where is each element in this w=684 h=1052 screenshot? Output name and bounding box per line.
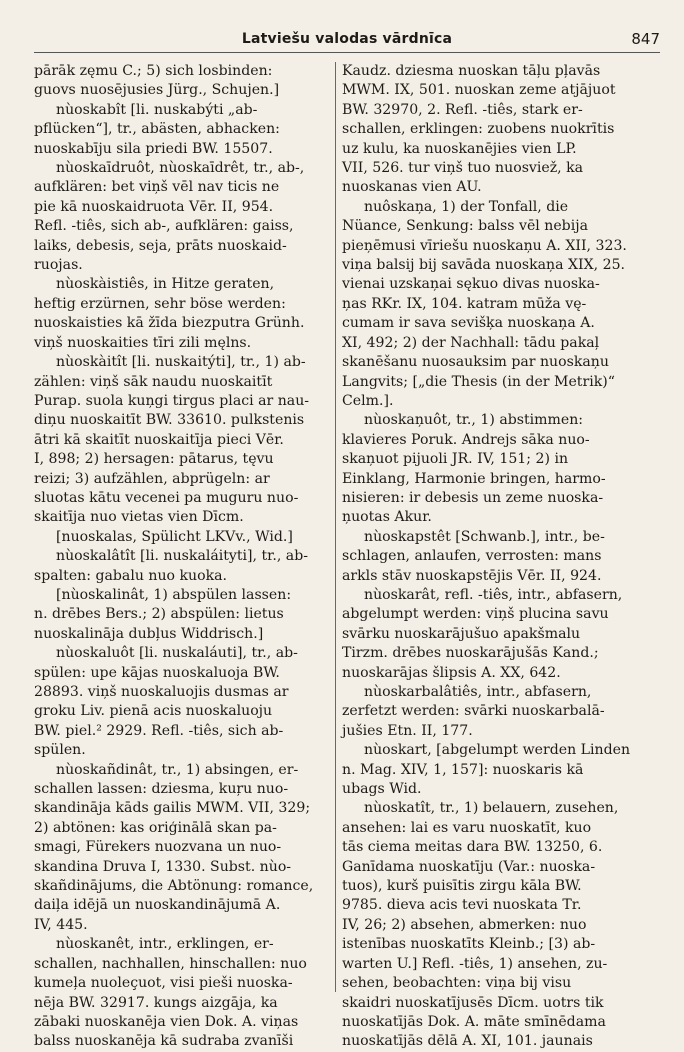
text-line: skanēšanu nuosauksim par nuoskaņu xyxy=(342,354,609,371)
text-line: n. drēbes Bers.; 2) abspülen: lietus xyxy=(34,606,284,623)
text-line: zerfetzt werden: svārki nuoskarbalā- xyxy=(342,703,605,720)
text-line: Langvits; [„die Thesis (in der Metrik)“ xyxy=(342,373,615,390)
text-line: nùoskart, [abgelumpt werden Linden xyxy=(364,742,631,759)
text-line: Refl. -tiês, sich ab-, aufklären: gaiss, xyxy=(34,218,294,235)
text-line: nùoskalâtît [li. nuskaláityti], tr., ab- xyxy=(56,548,308,565)
text-line: schallen lassen: dziesma, kuŗu nuo- xyxy=(34,781,289,798)
text-line: guovs nuosējusies Jürg., Schujen.] xyxy=(34,82,280,99)
text-line: warten U.] Refl. -tiês, 1) ansehen, zu- xyxy=(342,955,608,972)
text-line: istenības nuoskatīts Kleinb.; [3) ab- xyxy=(342,936,596,953)
text-line: Celm.]. xyxy=(342,392,394,409)
text-line: schallen, nachhallen, hinschallen: nuo xyxy=(34,955,307,972)
right-column xyxy=(342,62,644,1050)
text-line: heftig erzürnen, sehr böse werden: xyxy=(34,295,286,312)
text-line: ņuotas Akur. xyxy=(342,509,432,526)
text-line: nùoskaņuôt, tr., 1) abstimmen: xyxy=(364,412,584,429)
text-line: skaidri nuoskatījusēs Dīcm. uotrs tik xyxy=(342,994,604,1011)
text-line: nùoskàistiês, in Hitze geraten, xyxy=(56,276,275,293)
text-line: ruojas. xyxy=(34,257,83,274)
text-line: ansehen: lai es varu nuoskatīt, kuo xyxy=(342,819,592,836)
text-line: spülen: upe kājas nuoskaluoja BW. xyxy=(34,664,280,681)
text-line: XI, 492; 2) der Nachhall: tādu pakaļ xyxy=(342,334,600,351)
text-line: schlagen, anlaufen, verrosten: mans xyxy=(342,548,602,565)
text-line: cumam ir sava sevišķa nuoskaņa A. xyxy=(342,315,595,332)
text-line: nùoskaluôt [li. nuskaláuti], tr., ab- xyxy=(56,645,298,662)
text-line: Purap. suola kuņgi tirgus placi ar nau- xyxy=(34,392,310,409)
text-line: nēja BW. 32917. kungs aizgāja, ka xyxy=(34,994,278,1011)
text-line: n. Mag. XIV, 1, 157]: nuoskaris kā xyxy=(342,761,584,778)
text-line: viņš nuoskaities tīri zili męlns. xyxy=(34,334,252,351)
text-line: pflücken“], tr., abästen, abhacken: xyxy=(34,121,280,138)
text-line: VII, 526. tur viņš tuo nuosviež, ka xyxy=(342,160,584,177)
text-line: vienai uzskaņai sękuo divas nuoska- xyxy=(342,276,600,293)
text-line: I, 898; 2) hersagen: pātarus, tęvu xyxy=(34,451,274,468)
text-line: nuoskaisties kā žīda biezputra Grünh. xyxy=(34,315,305,332)
text-line: 2) abtönen: kas oriģinālā skan pa- xyxy=(34,819,277,836)
text-line: groku Liv. pienā acis nuoskaluoju xyxy=(34,703,273,720)
text-line: nùoskañdinât, tr., 1) absingen, er- xyxy=(56,761,299,778)
text-line: nùoskanêt, intr., erklingen, er- xyxy=(56,936,274,953)
text-line: Einklang, Harmonie bringen, harmo- xyxy=(342,470,606,487)
left-column xyxy=(34,62,336,1050)
text-line: IV, 445. xyxy=(34,916,88,933)
page-header xyxy=(34,28,660,53)
text-line: nuoskanas vien AU. xyxy=(342,179,482,196)
text-line: zābaki nuoskanēja vien Dok. A. viņas xyxy=(34,1013,299,1030)
text-line: nùoskarât, refl. -tiês, intr., abfasern, xyxy=(364,586,623,603)
page-number: 847 xyxy=(631,30,660,48)
text-line: nùoskàitît [li. nuskaitýti], tr., 1) ab- xyxy=(56,354,306,371)
text-line: 28893. viņš nuoskaluojis dusmas ar xyxy=(34,684,289,700)
text-line: Tirzm. drēbes nuoskarājušās Kand.; xyxy=(342,645,599,662)
text-line: aufklären: bet viņš vēl nav ticis ne xyxy=(34,179,280,196)
text-line: nùoskapstêt [Schwanb.], intr., be- xyxy=(364,528,605,545)
running-title: Latviešu valodas vārdnīca xyxy=(241,31,453,47)
text-line: skandina Druva I, 1330. Subst. nùo- xyxy=(34,858,292,875)
text-line: svārku nuoskarājušuo apakšmalu xyxy=(342,625,581,642)
text-line: nuoskatījās dēlā A. XI, 101. jaunais xyxy=(342,1033,593,1050)
text-line: nuoskalināja dubļus Widdrisch.] xyxy=(34,625,264,642)
column-divider xyxy=(335,62,336,992)
text-line: ņas RKr. IX, 104. katram mūža vę- xyxy=(342,295,587,312)
text-line: BW. 32970, 2. Refl. -tiês, stark er- xyxy=(342,101,583,118)
text-line: nùoskatît, tr., 1) belauern, zusehen, xyxy=(364,800,619,817)
text-line: skaņuot pijuoli JR. IV, 151; 2) in xyxy=(342,451,569,468)
text-line: smagi, Fürekers nuozvana un nuo- xyxy=(34,839,282,856)
text-line: BW. piel.² 2929. Refl. -tiês, sich ab- xyxy=(34,722,284,739)
text-line: sluotas kātu vecenei pa muguru nuo- xyxy=(34,489,299,506)
text-line: tās ciema meitas dara BW. 13250, 6. xyxy=(342,839,603,856)
text-line: klavieres Poruk. Andrejs sāka nuo- xyxy=(342,431,590,448)
text-line: skandināja kāds gailis MWM. VII, 329; xyxy=(34,800,311,817)
text-line: pie kā nuoskaidruota Vēr. II, 954. xyxy=(34,198,274,215)
text-line: daiļa idējā un nuoskandinājumā A. xyxy=(34,897,281,914)
text-line: reizi; 3) aufzählen, abprügeln: ar xyxy=(34,470,270,487)
text-line: diņu nuoskaitīt BW. 33610. pulkstenis xyxy=(34,412,305,429)
text-line: nuoskarājas šlipsis A. XX, 642. xyxy=(342,664,561,681)
text-line: Nüance, Senkung: balss vēl nebija xyxy=(342,218,588,235)
text-line: viņa balsij bij savāda nuoskaņa XIX, 25. xyxy=(342,257,626,274)
text-line: laiks, debesis, seja, prāts nuoskaid- xyxy=(34,237,287,254)
text-line: MWM. IX, 501. nuoskan zeme atjājuot xyxy=(342,82,616,99)
text-line: nuoskabīju sila priedi BW. 15507. xyxy=(34,140,273,157)
text-line: [nuoskalas, Spülicht LKVv., Wid.] xyxy=(56,528,293,545)
text-line: Ganīdama nuoskatīju (Var.: nuoska- xyxy=(342,858,596,875)
text-line: nuôskaņa, 1) der Tonfall, die xyxy=(364,198,569,215)
text-line: schallen, erklingen: zuobens nuokrītis xyxy=(342,121,615,138)
text-line: Kaudz. dziesma nuoskan tāļu pļavās xyxy=(342,63,601,79)
text-line: jušies Etn. II, 177. xyxy=(342,722,473,739)
text-line: nuoskatījās Dok. A. māte smīnēdama xyxy=(342,1013,606,1030)
text-line: pārāk zęmu C.; 5) sich losbinden: xyxy=(34,63,273,79)
text-line: pieņēmusi vīriešu nuoskaņu A. XII, 323. xyxy=(342,237,627,254)
text-line: nùoskaīdruôt, nùoskaīdrêt, tr., ab-, xyxy=(56,160,305,177)
text-line: abgelumpt werden: viņš plucina savu xyxy=(342,606,609,623)
text-line: kumeļa nuoleçuot, visi pieši nuoska- xyxy=(34,975,293,992)
text-line: ātri kā skaitīt nuoskaitīja pieci Vēr. xyxy=(34,431,284,448)
text-line: skaitīja nuo vietas vien Dīcm. xyxy=(34,509,244,526)
text-line: IV, 26; 2) absehen, abmerken: nuo xyxy=(342,916,587,933)
text-line: zählen: viņš sāk naudu nuoskaitīt xyxy=(34,373,273,390)
text-line: sehen, beobachten: viņa bij visu xyxy=(342,975,572,992)
text-line: nisieren: ir debesis un zeme nuoska- xyxy=(342,489,604,506)
text-line: uz kulu, ka nuoskanējies vien LP. xyxy=(342,140,577,157)
text-line: nùoskarbalâtiês, intr., abfasern, xyxy=(364,684,592,700)
text-line: [nùoskalinât, 1) abspülen lassen: xyxy=(56,586,292,603)
text-line: balss nuoskanēja kā sudraba zvanīši xyxy=(34,1033,294,1050)
text-line: skañdinājums, die Abtönung: romance, xyxy=(34,878,314,895)
text-line: 9785. dieva acis tevi nuoskata Tr. xyxy=(342,897,582,914)
text-line: nùoskabît [li. nuskabýti „ab- xyxy=(56,101,258,118)
text-line: ubags Wid. xyxy=(342,781,422,798)
text-line: tuos), kurš puisītis zirgu kāla BW. xyxy=(342,878,582,895)
text-line: spalten: gabalu nuo kuoka. xyxy=(34,567,228,584)
text-line: spülen. xyxy=(34,742,86,759)
text-line: arkls stāv nuoskapstējis Vēr. II, 924. xyxy=(342,567,602,584)
